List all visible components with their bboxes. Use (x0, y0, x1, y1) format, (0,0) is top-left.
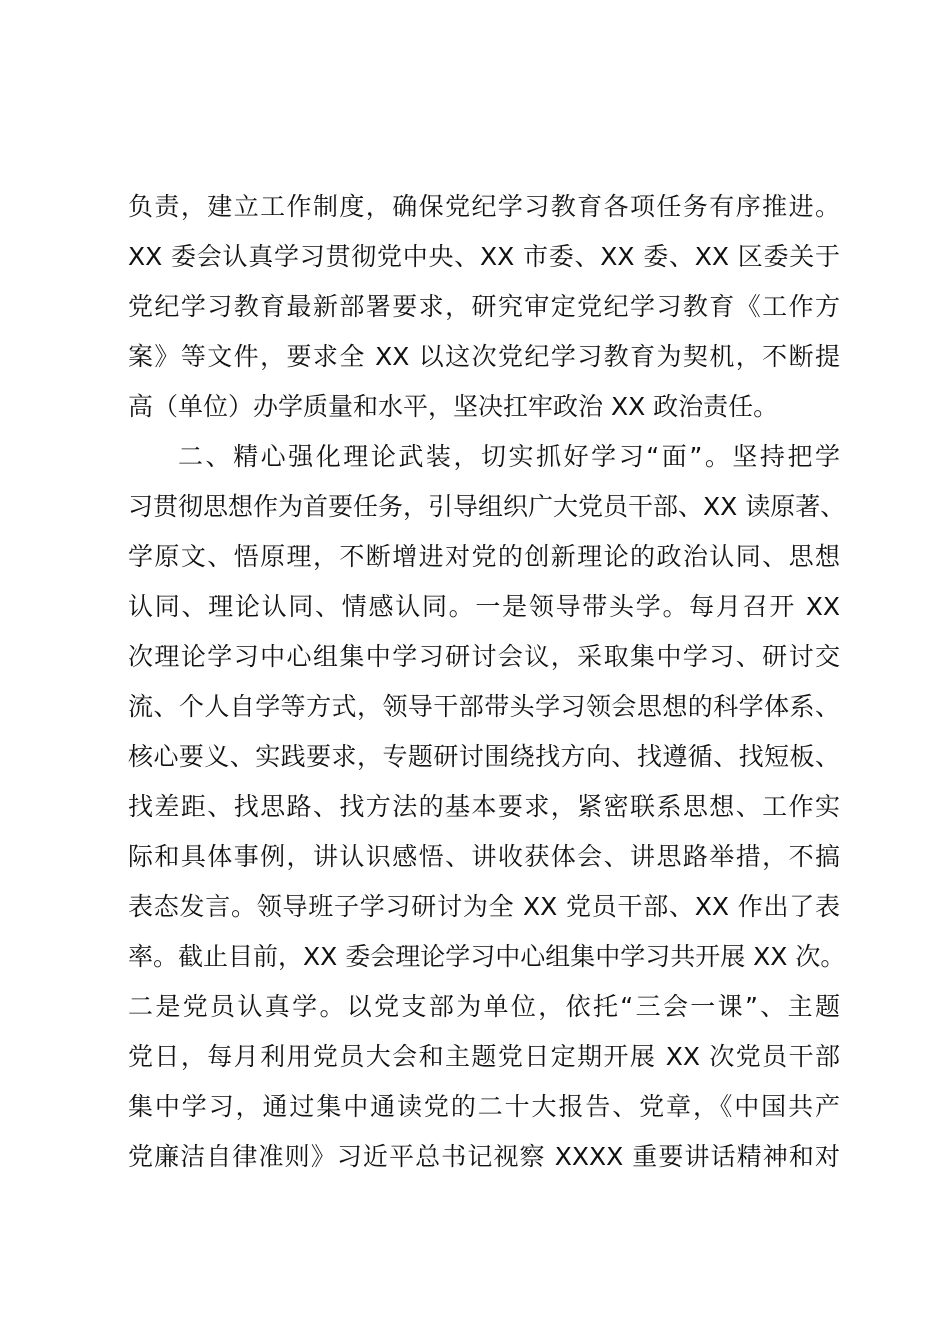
text-line: 表态发言。领导班子学习研讨为全 XX 党员干部、XX 作出了表 (128, 892, 840, 921)
text-line: 率。截止目前，XX 委会理论学习中心组集中学习共开展 XX 次。 (128, 942, 846, 971)
text-line: 二是党员认真学。以党支部为单位，依托“三会一课”、主题 (128, 992, 840, 1021)
text-line: 集中学习，通过集中通读党的二十大报告、党章，《中国共产 (128, 1092, 840, 1121)
text-line: 习贯彻思想作为首要任务，引导组织广大党员干部、XX 读原著、 (128, 492, 846, 521)
text-line: 党廉洁自律准则》习近平总书记视察 XXXX 重要讲话精神和对 (128, 1142, 840, 1171)
text-line: 核心要义、实践要求，专题研讨围绕找方向、找遵循、找短板、 (128, 742, 840, 771)
text-line: 负责，建立工作制度，确保党纪学习教育各项任务有序推进。 (128, 192, 840, 221)
text-line: 党纪学习教育最新部署要求，研究审定党纪学习教育《工作方 (128, 292, 840, 321)
text-line: 案》等文件，要求全 XX 以这次党纪学习教育为契机，不断提 (128, 342, 840, 371)
text-line: XX 委会认真学习贯彻党中央、XX 市委、XX 委、XX 区委关于 (128, 242, 840, 271)
section-heading-line: 二、精心强化理论武装，切实抓好学习“面”。坚持把学 (178, 442, 840, 471)
text-line: 际和具体事例，讲认识感悟、讲收获体会、讲思路举措，不搞 (128, 842, 840, 871)
text-line: 找差距、找思路、找方法的基本要求，紧密联系思想、工作实 (128, 792, 840, 821)
text-line: 次理论学习中心组集中学习研讨会议，采取集中学习、研讨交 (128, 642, 840, 671)
text-line: 认同、理论认同、情感认同。一是领导带头学。每月召开 XX (128, 592, 840, 621)
document-body (128, 182, 846, 1182)
text-line: 党日，每月利用党员大会和主题党日定期开展 XX 次党员干部 (128, 1042, 840, 1071)
text-line: 流、个人自学等方式，领导干部带头学习领会思想的科学体系、 (128, 692, 840, 721)
text-line: 学原文、悟原理，不断增进对党的创新理论的政治认同、思想 (128, 542, 840, 571)
text-line: 高（单位）办学质量和水平，坚决扛牢政治 XX 政治责任。 (128, 392, 779, 421)
